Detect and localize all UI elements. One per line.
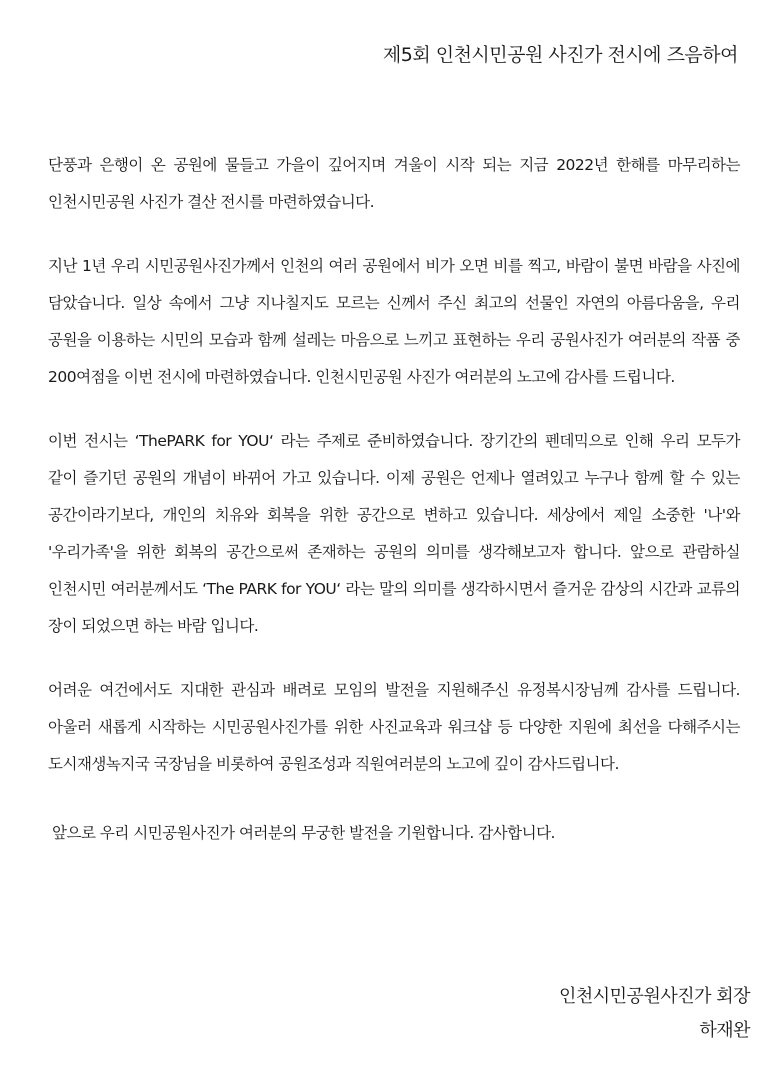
paragraph-activities: 지난 1년 우리 시민공원사진가께서 인천의 여러 공원에서 비가 오면 비를 찍고, 바람이 불면 바람을 사진에 담았습니다. 일상 속에서 그냥 지나칠지도 모르는 신께서 주신 최고의 선물인 자연의 아름다움을, 우리 공원을 이용하는 시민의 모습과 함께 설레는 마음으로 느끼고 표현하는 우리 공원사진가 여러분의 작품 중 200여점을 이번 전시에 마련하였습니다. 인천시민공원 사진가 여러분의 노고에 감사를 드립니다. xyxy=(48,257,740,386)
signature-position: 인천시민공원사진가 회장 xyxy=(559,986,750,1007)
paragraph-theme: 이번 전시는 ‘ThePARK for YOU‘ 라는 주제로 준비하였습니다. 장기간의 펜데믹으로 인해 우리 모두가 같이 즐기던 공원의 개념이 바뀌어 가고 있습니다. 이제 공원은 언제나 열려있고 누구나 함께 할 수 있는 공간이라기보다, 개인의 치유와 회복을 위한 공간으로 변하고 있습니다. 세상에서 제일 소중한 '나'와 '우리가족'을 위한 회복의 공간으로써 존재하는 공원의 의미를 생각해보고자 합니다. 앞으로 관람하실 인천시민 여러분께서도 ‘The PARK for YOU‘ 라는 말의 의미를 생각하시면서 즐거운 감상의 시간과 교류의 장이 되었으면 하는 바람 입니다. xyxy=(48,432,740,635)
signature-name: 하재완 xyxy=(699,1020,750,1041)
page-title: 제5회 인천시민공원 사진가 전시에 즈음하여 xyxy=(382,44,738,66)
signature-block xyxy=(559,980,750,1048)
paragraph-closing: 앞으로 우리 시민공원사진가 여러분의 무궁한 발전을 기원합니다. 감사합니다. xyxy=(52,824,555,842)
paragraph-thanks: 어려운 여건에서도 지대한 관심과 배려로 모임의 발전을 지원해주신 유정복시장님께 감사를 드립니다. 아울러 새롭게 시작하는 시민공원사진가를 위한 사진교육과 워크샵 등 다양한 지원에 최선을 다해주시는 도시재생녹지국 국장님을 비롯하여 공원조성과 직원여러분의 노고에 깊이 감사드립니다. xyxy=(48,681,740,773)
letter-body xyxy=(48,147,740,852)
paragraph-intro: 단풍과 은행이 온 공원에 물들고 가을이 깊어지며 겨울이 시작 되는 지금 2022년 한해를 마무리하는 인천시민공원 사진가 결산 전시를 마련하였습니다. xyxy=(48,156,740,211)
